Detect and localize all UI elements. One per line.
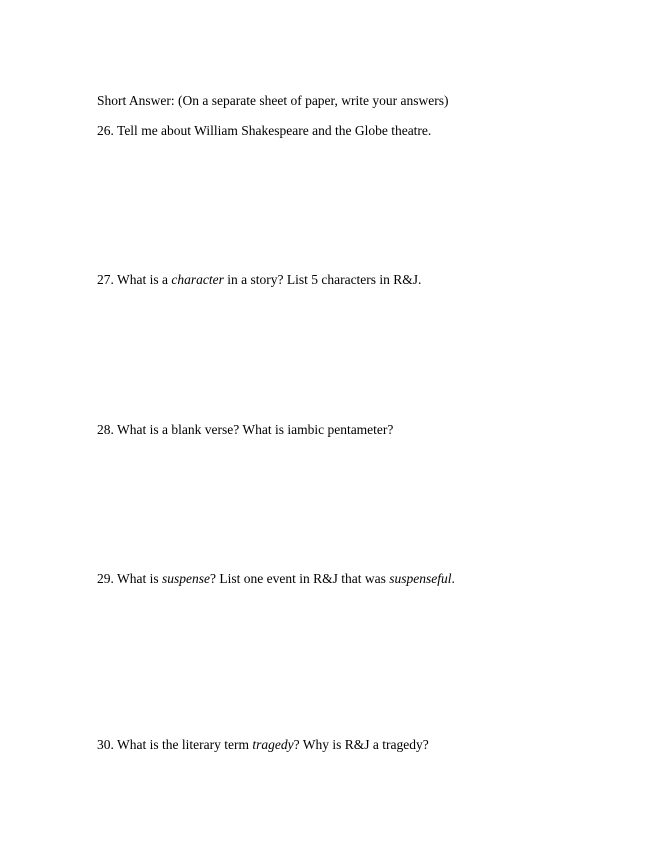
- question-text: What is a blank verse? What is iambic pentameter?: [117, 422, 394, 437]
- question-number: 28.: [97, 422, 114, 437]
- italic-term-tragedy: tragedy: [252, 737, 294, 752]
- question-text: .: [451, 571, 455, 586]
- question-30: [97, 737, 429, 753]
- section-heading: Short Answer: (On a separate sheet of paper, write your answers): [97, 93, 449, 108]
- question-28: [97, 422, 393, 438]
- question-number: 30.: [97, 737, 114, 752]
- question-text: in a story? List 5 characters in R&J.: [223, 272, 422, 287]
- question-number: 27.: [97, 272, 114, 287]
- italic-term-suspenseful: suspenseful: [389, 571, 452, 586]
- question-text: What is a: [117, 272, 172, 287]
- question-29: [97, 571, 455, 587]
- italic-term-character: character: [171, 272, 224, 287]
- question-number: 26.: [97, 123, 114, 138]
- question-text: What is: [117, 571, 163, 586]
- question-number: 29.: [97, 571, 114, 586]
- italic-term-suspense: suspense: [162, 571, 211, 586]
- question-text: ? List one event in R&J that was: [210, 571, 390, 586]
- question-27: [97, 272, 421, 288]
- question-text: ? Why is R&J a tragedy?: [293, 737, 429, 752]
- question-text: What is the literary term: [117, 737, 253, 752]
- question-text: Tell me about William Shakespeare and the Globe theatre.: [117, 123, 432, 138]
- question-26: [97, 123, 431, 139]
